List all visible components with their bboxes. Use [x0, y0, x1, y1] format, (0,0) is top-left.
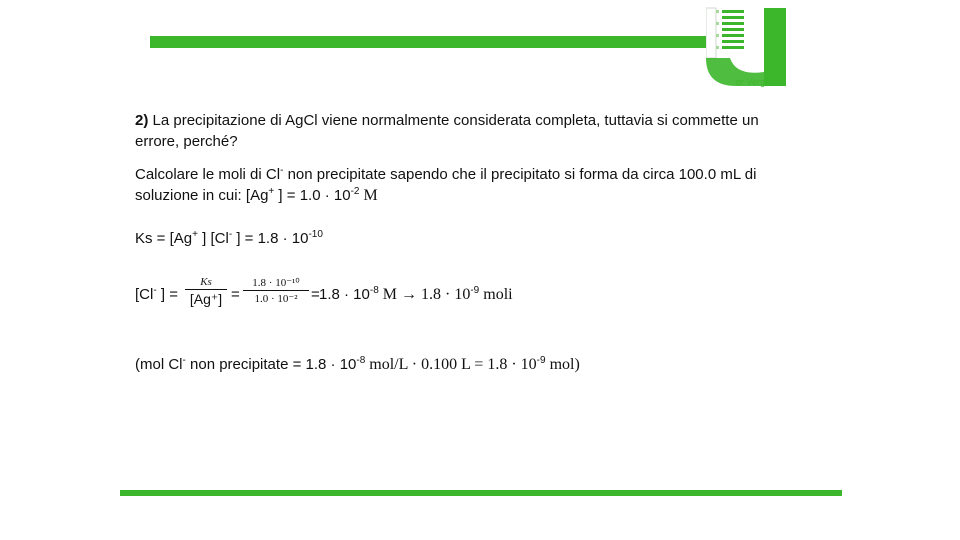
fraction-numeric: 1.8 · 10⁻¹⁰ 1.0 · 10⁻²	[243, 276, 309, 305]
header-accent-bar	[150, 36, 712, 48]
question-2-line-2: errore, perché?	[135, 133, 238, 150]
ks-expression: Ks = [Ag+ ] [Cl- ] = $1.8 \cdot 10^{-10}$	[135, 229, 323, 247]
formula-lhs: [Cl- ] =	[135, 285, 178, 303]
question-number: 2)	[135, 112, 149, 129]
fraction-ks-over-ag: Ks [Ag⁺]	[185, 276, 227, 308]
equals-sign-2: =	[311, 286, 320, 303]
formula-result: $1.8 \cdot 10^{-8}$ $M \to 1.8 \cdot 10^{-9}$ moli	[319, 285, 513, 303]
final-answer-line: (mol Cl- non precipitate = $1.8 \cdot 10^{-8}$ mol/L · 0.100 $L = 1.8 \cdot 10^{-9}$ mol)	[135, 355, 580, 373]
logo-caption: or Vergata	[736, 77, 778, 87]
calc-line-2: soluzione in cui: [Ag+ ] = $1.0 \cdot 10^{-2}$ M	[135, 186, 378, 204]
footer-accent-bar	[120, 490, 842, 496]
equals-sign: =	[231, 286, 240, 303]
question-2-line-1: 2) La precipitazione di AgCl viene normalmente considerata completa, tuttavia si commette un	[135, 112, 759, 129]
calc-line-1: Calcolare le moli di Cl- non precipitate sapendo che il precipitato si forma da circa 100.0 mL di	[135, 165, 757, 183]
